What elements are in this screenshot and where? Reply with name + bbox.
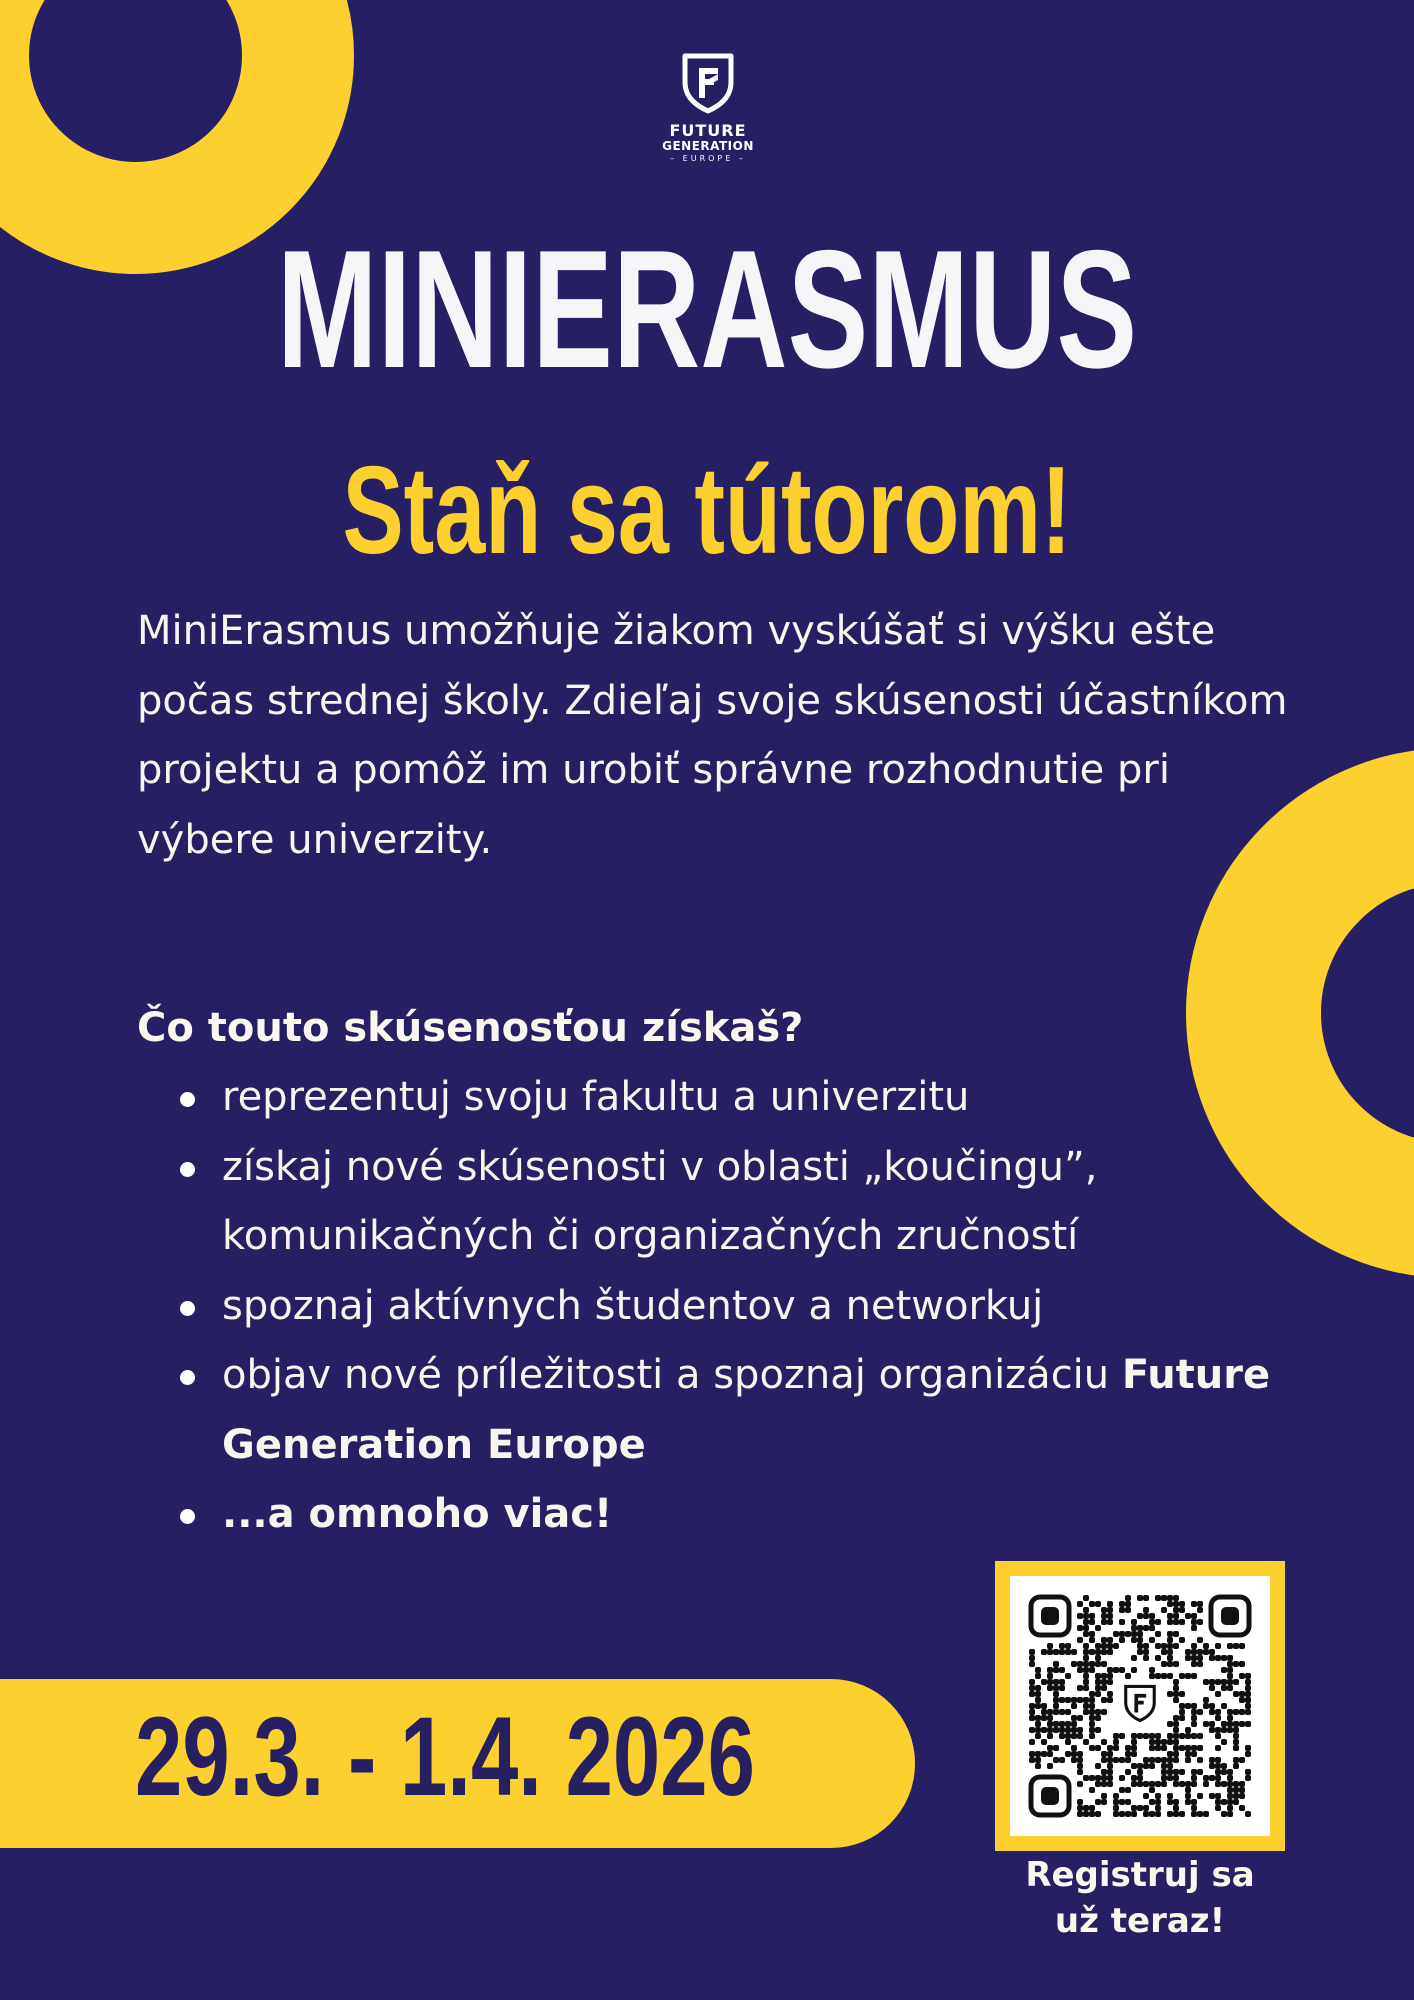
list-item bbox=[137, 1272, 1277, 1342]
logo-text-generation: GENERATION bbox=[662, 139, 754, 153]
list-item bbox=[137, 1480, 1277, 1550]
event-date: 29.3. - 1.4. 2026 bbox=[135, 1694, 755, 1819]
list-item-text: spoznaj aktívnych študentov a networkuj bbox=[222, 1282, 1044, 1329]
shield-icon bbox=[679, 52, 737, 114]
list-item-text: reprezentuj svoju fakultu a univerzitu bbox=[222, 1074, 970, 1120]
list-item bbox=[137, 1063, 1277, 1133]
list-item-text: ...a omnoho viac! bbox=[222, 1491, 613, 1537]
list-item bbox=[137, 1133, 1277, 1272]
registration-qr-code[interactable] bbox=[995, 1561, 1285, 1851]
future-generation-logo bbox=[640, 52, 776, 164]
benefits-heading: Čo touto skúsenosťou získaš? bbox=[137, 1005, 804, 1051]
organization-name: Future Generation Europe bbox=[222, 1352, 1271, 1468]
logo-text-europe: – EUROPE – bbox=[670, 154, 746, 163]
register-call-to-action bbox=[980, 1852, 1300, 1944]
list-item-text: objav nové príležitosti a spoznaj organizáciu bbox=[222, 1352, 1110, 1398]
qr-code-icon bbox=[1010, 1576, 1270, 1836]
register-line-2: už teraz! bbox=[1054, 1901, 1226, 1941]
list-item-text: získaj nové skúsenosti v oblasti „koučingu”, komunikačných či organizačných zručností bbox=[222, 1143, 1098, 1259]
list-item bbox=[137, 1341, 1277, 1480]
register-line-1: Registruj sa bbox=[1025, 1855, 1255, 1895]
logo-text-future: FUTURE bbox=[669, 121, 747, 140]
qr-code-area bbox=[1010, 1576, 1270, 1836]
page-subtitle: Staň sa tútorom! bbox=[342, 442, 1072, 580]
intro-paragraph: MiniErasmus umožňuje žiakom vyskúšať si výšku ešte počas strednej školy. Zdieľaj svoje skúsenosti účastníkom projektu a pomôž im urobiť správne rozhodnutie pri výbere univerzity. bbox=[137, 608, 1288, 863]
benefits-list bbox=[137, 1063, 1277, 1550]
page-title: MINIERASMUS bbox=[276, 215, 1138, 403]
